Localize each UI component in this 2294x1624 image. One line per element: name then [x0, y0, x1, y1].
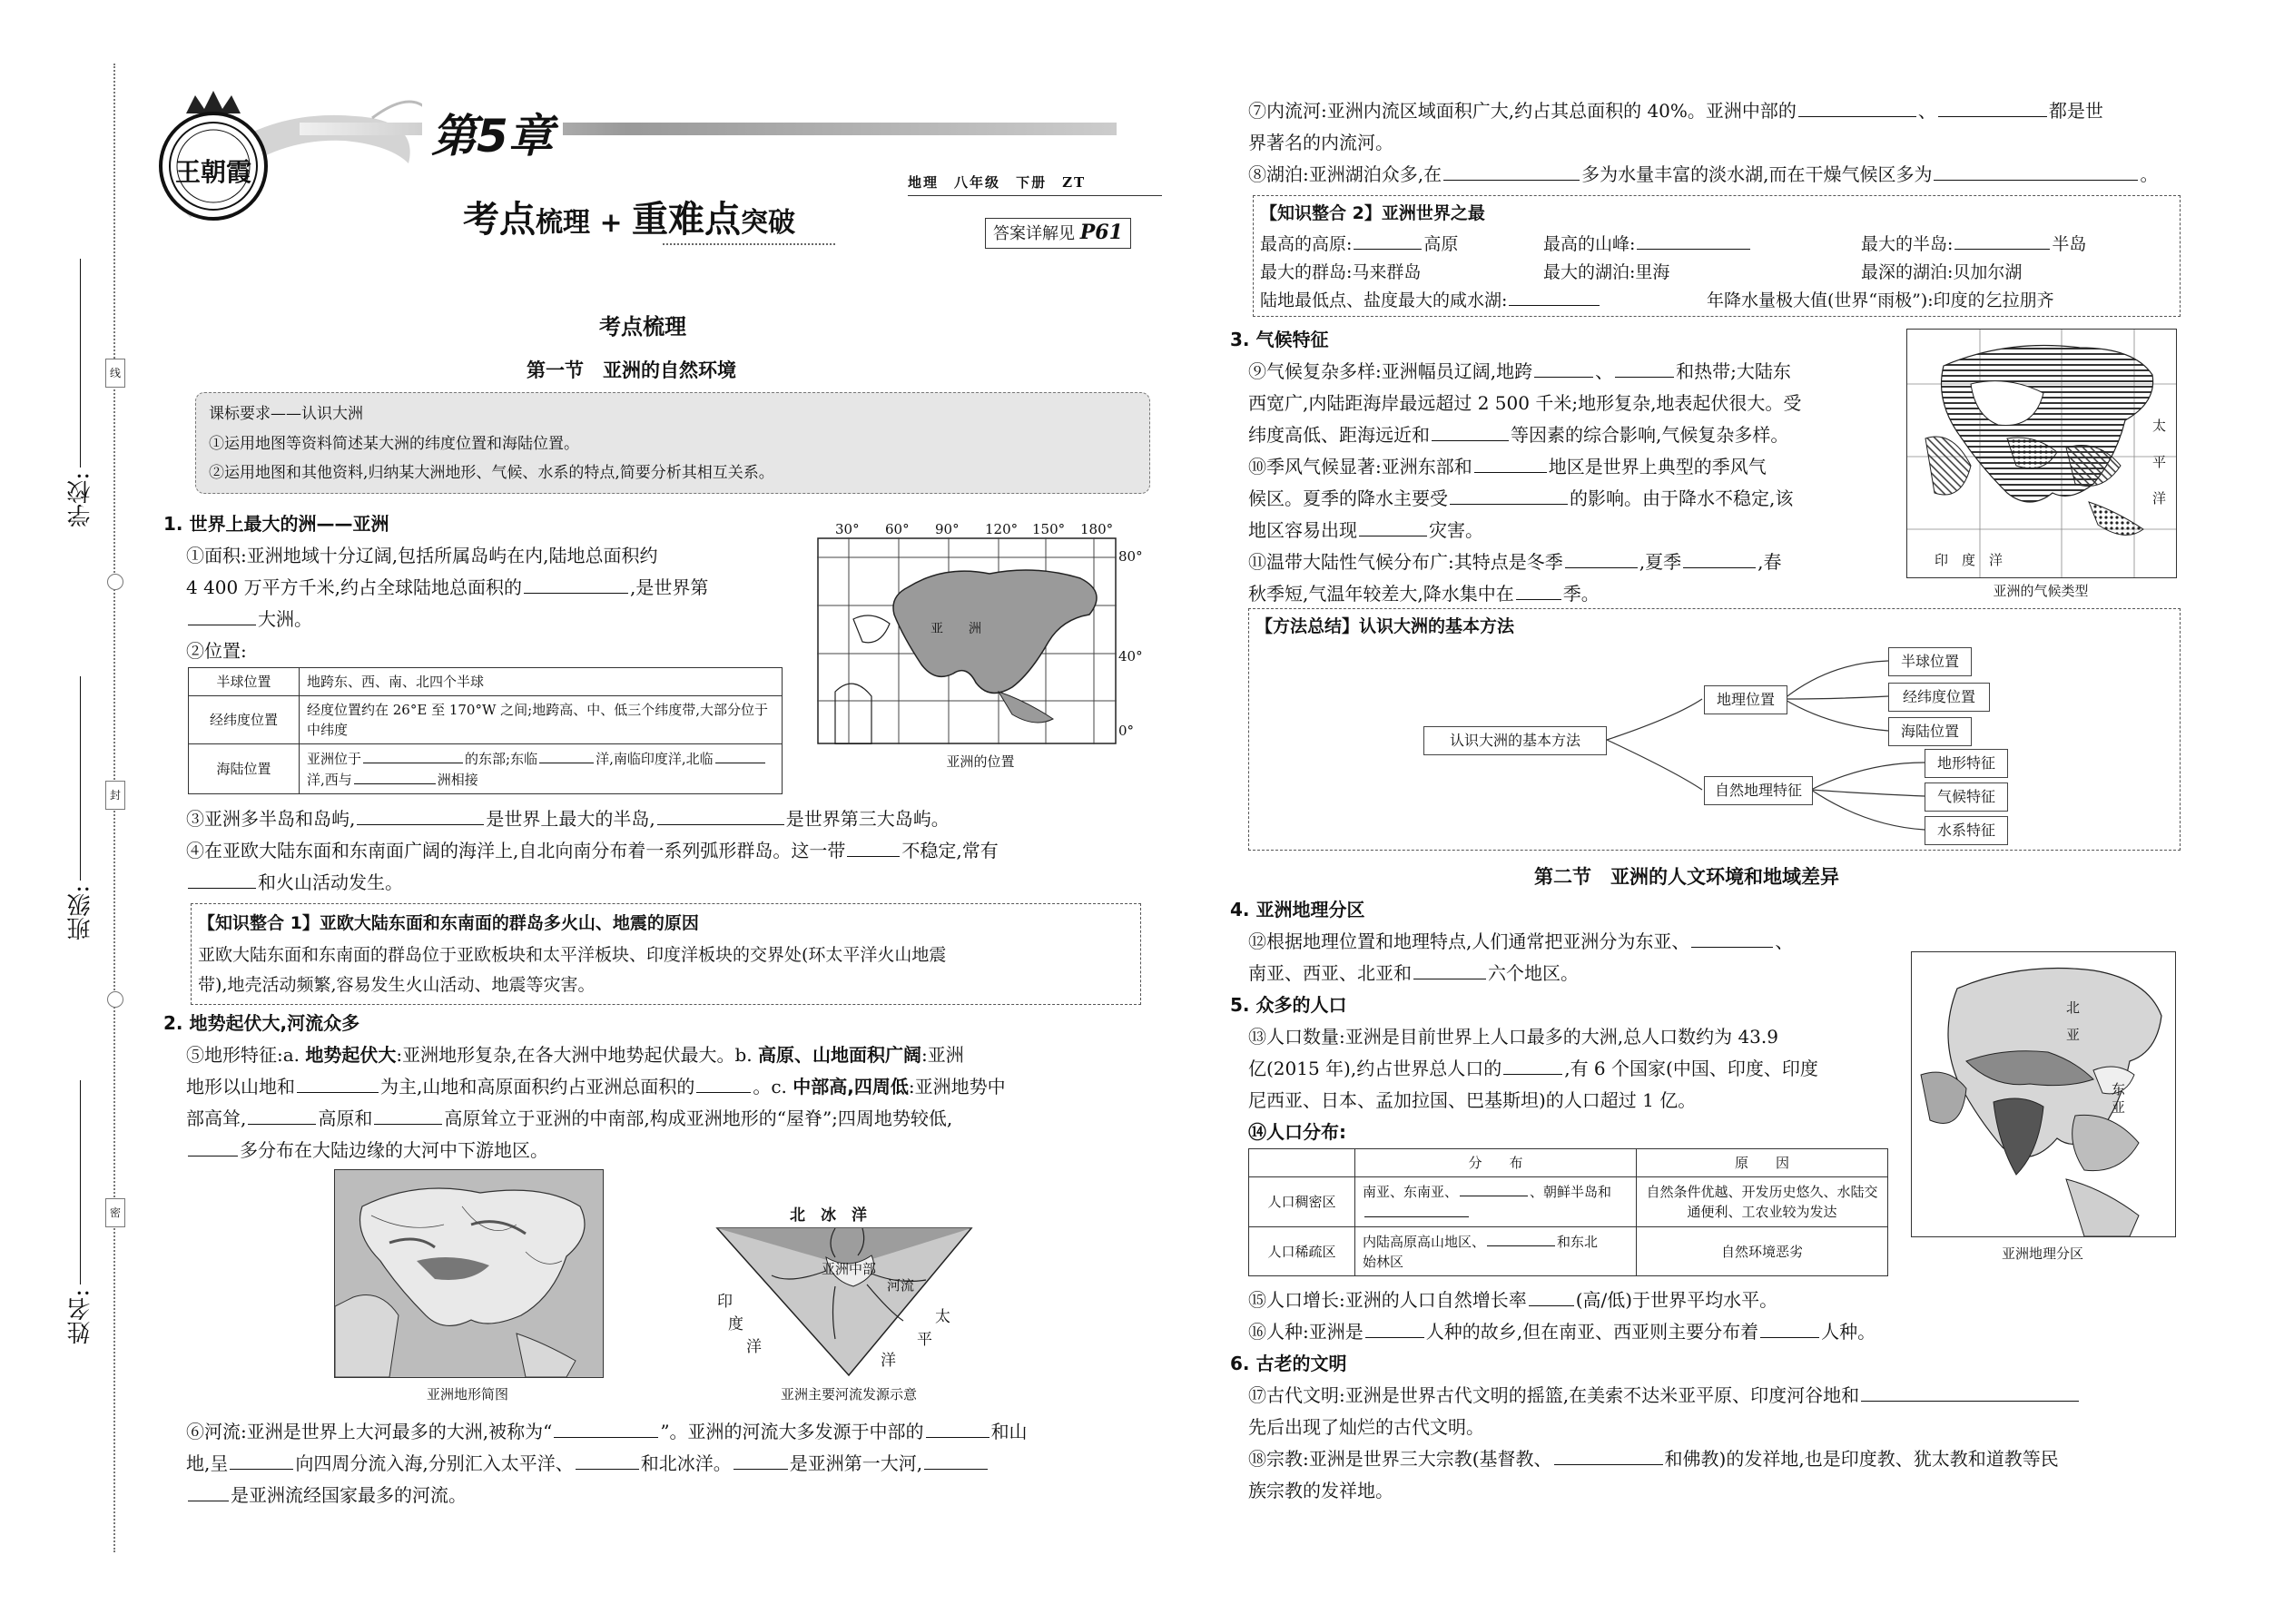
chapter-number: 第5章 [422, 100, 563, 165]
binding-hole-icon [107, 991, 123, 1008]
paragraph: ③亚洲多半岛和岛屿, 是世界上最大的半岛, 是世界第三大岛屿。 [186, 803, 950, 835]
knowledge-box-text: 最高的高原: 高原 [1260, 234, 1459, 254]
figure-caption: 亚洲的气候类型 [1993, 583, 2089, 599]
blank-field[interactable] [554, 1417, 658, 1438]
figure-caption: 亚洲地理分区 [2001, 1245, 2083, 1262]
blank-field[interactable] [1359, 516, 1427, 536]
blank-field[interactable] [1516, 579, 1561, 600]
blank-field[interactable] [1798, 96, 1916, 117]
topic-heading: 4. 亚洲地理分区 [1230, 899, 1365, 920]
knowledge-box-text: 最大的群岛:马来群岛 [1260, 262, 1422, 282]
method-leaf-node: 气候特征 [1925, 782, 2008, 812]
paragraph: 纬度高低、距海远近和 等因素的综合影响,气候复杂多样。 [1248, 419, 1788, 451]
blank-field[interactable] [188, 1481, 229, 1501]
blank-field[interactable] [188, 868, 256, 889]
paragraph: 和火山活动发生。 [186, 867, 403, 899]
blank-field[interactable] [576, 1449, 639, 1470]
blank-field[interactable] [1365, 1317, 1424, 1338]
method-leaf-node: 地形特征 [1925, 749, 2008, 778]
blank-field[interactable] [1534, 357, 1593, 378]
cut-mark-secret: 密 [105, 1198, 125, 1227]
figure-caption: 亚洲的位置 [946, 753, 1015, 770]
paragraph: 大洲。 [186, 604, 312, 635]
asia-terrain-map-graphic [335, 1170, 603, 1377]
paragraph: 尼西亚、日本、孟加拉国、巴基斯坦)的人口超过 1 亿。 [1248, 1089, 1697, 1111]
cut-mark-seal: 封 [105, 781, 125, 810]
blank-field[interactable] [1460, 1181, 1528, 1196]
section-heading: 第一节 亚洲的自然环境 [527, 359, 736, 381]
paragraph: 地区容易出现 灾害。 [1248, 515, 1483, 546]
knowledge-box-text: 最大的半岛: 半岛 [1861, 234, 2087, 254]
knowledge-box-text: 最高的山峰: [1543, 229, 1752, 261]
subtitle-dots [663, 243, 835, 245]
paragraph: ⑪温带大陆性气候分布广:其特点是冬季 ,夏季 ,春 [1248, 546, 1781, 578]
method-leaf-node: 经纬度位置 [1888, 683, 1990, 712]
blank-field[interactable] [357, 804, 484, 825]
asia-position-map: 30° 60° 90° 120° 150° 180° 80° 40° 0° 亚 洲 亚洲的位置 [817, 519, 1144, 772]
blank-field[interactable] [1432, 420, 1509, 441]
method-leaf-node: 水系特征 [1925, 816, 2008, 845]
paragraph: 界著名的内流河。 [1248, 132, 1393, 153]
blank-field[interactable] [1554, 1444, 1663, 1465]
method-tree-connectors [1248, 608, 2179, 849]
paragraph: ④在亚欧大陆东面和东南面广阔的海洋上,自北向南分布着一系列弧形群岛。这一带 不稳定,常有 [186, 835, 999, 867]
section-title: 考点梳理 [599, 314, 686, 340]
blank-field[interactable] [1487, 1231, 1555, 1246]
figure-caption: 亚洲主要河流发源示意 [780, 1386, 917, 1403]
table-row: 分 布 原 因 [1249, 1149, 1888, 1177]
grade-tags: 地理 八年级 下册 ZT [908, 174, 1087, 191]
paragraph: 族宗教的发祥地。 [1248, 1480, 1393, 1501]
school-label: 学校: [67, 472, 94, 527]
paragraph: ⑧湖泊:亚洲湖泊众多,在 多为水量丰富的淡水湖,而在干燥气候区多为 。 [1248, 159, 2158, 191]
paragraph: 4 400 万平方千米,约占全球陆地总面积的 ,是世界第 [186, 572, 708, 604]
method-branch-node: 地理位置 [1704, 685, 1787, 714]
blank-field[interactable] [374, 1104, 442, 1125]
blank-field[interactable] [248, 1104, 316, 1125]
topic-heading: 2. 地势起伏大,河流众多 [163, 1012, 360, 1034]
paragraph: 候区。夏季的降水主要受 的影响。由于降水不稳定,该 [1248, 483, 1793, 515]
blank-field[interactable] [924, 1449, 988, 1470]
paragraph: ⑱宗教:亚洲是世界三大宗教(基督教、 和佛教)的发祥地,也是印度教、犹太教和道教等民 [1248, 1443, 2059, 1475]
blank-field[interactable] [696, 1072, 751, 1093]
paragraph: 西宽广,内陆距海岸最远超过 2 500 千米;地形复杂,地表起伏很大。受 [1248, 392, 1802, 414]
blank-field[interactable] [1934, 160, 2138, 181]
blank-field[interactable] [539, 748, 594, 763]
topic-heading: 6. 古老的文明 [1230, 1353, 1347, 1374]
class-label: 班级: [67, 885, 94, 940]
blank-field[interactable] [1364, 1202, 1469, 1217]
population-table [1248, 1148, 1888, 1276]
blank-field[interactable] [354, 769, 436, 784]
blank-field[interactable] [230, 1449, 293, 1470]
knowledge-box-text: 带),地壳活动频繁,容易发生火山活动、地震等灾害。 [198, 975, 596, 995]
blank-field[interactable] [1474, 452, 1547, 473]
curriculum-item: ②运用地图和其他资料,归纳某大洲地形、气候、水系的特点,简要分析其相互关系。 [209, 464, 774, 482]
curriculum-title: 课标要求——认识大洲 [209, 405, 363, 423]
blank-field[interactable] [1615, 357, 1674, 378]
paragraph: 是亚洲流经国家最多的河流。 [186, 1480, 467, 1511]
table-row: 经纬度位置 经度位置约在 26°E 至 170°W 之间;地跨高、中、低三个纬度带,大部分位于中纬度 [189, 696, 783, 744]
blank-field[interactable] [297, 1072, 379, 1093]
method-branch-node: 自然地理特征 [1704, 776, 1813, 805]
knowledge-box-text: 陆地最低点、盐度最大的咸水湖: [1260, 285, 1601, 317]
asia-position-map-graphic [817, 537, 1117, 744]
river-origin-diagram-graphic [699, 1203, 980, 1384]
section-heading: 第二节 亚洲的人文环境和地域差异 [1534, 866, 1839, 888]
position-table [188, 667, 783, 794]
method-root-node: 认识大洲的基本方法 [1423, 726, 1607, 755]
blank-field[interactable] [1565, 547, 1638, 568]
topic-heading: 5. 众多的人口 [1230, 994, 1347, 1016]
knowledge-box-text: 年降水量极大值(世界“雨极”):印度的乞拉朋齐 [1707, 290, 2054, 310]
blank-field[interactable] [657, 804, 784, 825]
paragraph: 南亚、西亚、北亚和 六个地区。 [1248, 958, 1579, 989]
asia-climate-map-graphic [1907, 330, 2176, 577]
blank-field[interactable] [733, 1449, 788, 1470]
paragraph: 部高耸, 高原和 高原耸立于亚洲的中南部,构成亚洲地形的“屋脊”;四周地势较低, [186, 1103, 952, 1135]
school-underline[interactable] [80, 259, 81, 468]
asia-climate-map: 太 平 洋 印 度 洋 [1906, 329, 2177, 578]
figure-caption: 亚洲地形简图 [426, 1386, 508, 1403]
name-label: 姓名: [67, 1289, 94, 1344]
river-origin-diagram: 北 冰 洋 亚洲中部 河流 印 度 洋 太 平 洋 [699, 1203, 980, 1384]
paragraph: 秋季短,气温年较差大,降水集中在 季。 [1248, 578, 1600, 610]
method-leaf-node: 海陆位置 [1888, 717, 1972, 746]
topic-heading: ⑭人口分布: [1248, 1121, 1346, 1143]
blank-field[interactable] [1760, 1317, 1819, 1338]
curriculum-item: ①运用地图等资料简述某大洲的纬度位置和海陆位置。 [209, 435, 579, 453]
blank-field[interactable] [524, 573, 628, 594]
blank-field[interactable] [1691, 927, 1773, 948]
paragraph: ⑯人种:亚洲是 人种的故乡,但在南亚、西亚则主要分布着 人种。 [1248, 1316, 1876, 1348]
knowledge-box-title: 【知识整合 2】亚洲世界之最 [1260, 203, 1485, 223]
blank-field[interactable] [363, 748, 463, 763]
table-row: 人口稀疏区 内陆高原高山地区、 和东北 始林区 自然环境恶劣 [1249, 1227, 1888, 1276]
answer-ref[interactable]: 答案详解见 P61 [985, 218, 1131, 249]
paragraph: ⑬人口数量:亚洲是目前世界上人口最多的大洲,总人口数约为 43.9 [1248, 1026, 1778, 1048]
blank-field[interactable] [1509, 289, 1600, 306]
asia-terrain-map [334, 1169, 604, 1378]
class-underline[interactable] [80, 676, 81, 881]
paragraph: ⑰古代文明:亚洲是世界古代文明的摇篮,在美索不达米亚平原、印度河谷地和 [1248, 1380, 2081, 1412]
paragraph: ⑦内流河:亚洲内流区域面积广大,约占其总面积的 40%。亚洲中部的 、 都是世 [1248, 95, 2103, 127]
paragraph: 多分布在大陆边缘的大河中下游地区。 [186, 1135, 548, 1166]
topic-heading: 1. 世界上最大的洲——亚洲 [163, 513, 389, 535]
method-summary-title: 【方法总结】认识大洲的基本方法 [1255, 616, 1515, 636]
paragraph: ⑥河流:亚洲是世界上大河最多的大洲,被称为“ ”。亚洲的河流大多发源于中部的 和山 [186, 1416, 1028, 1448]
blank-field[interactable] [715, 748, 765, 763]
knowledge-box-title: 【知识整合 1】亚欧大陆东面和东南面的群岛多火山、地震的原因 [198, 913, 699, 933]
knowledge-box-text: 最深的湖泊:贝加尔湖 [1861, 262, 2023, 282]
blank-field[interactable] [188, 605, 256, 625]
paragraph: ⑫根据地理位置和地理特点,人们通常把亚洲分为东亚、 、 [1248, 926, 1793, 958]
name-underline[interactable] [80, 1080, 81, 1284]
topic-heading: 3. 气候特征 [1230, 329, 1329, 350]
paragraph: ⑩季风气候显著:亚洲东部和 地区是世界上典型的季风气 [1248, 451, 1767, 483]
blank-field[interactable] [1861, 1381, 2079, 1402]
knowledge-box-text: 亚欧大陆东面和东南面的群岛位于亚欧板块和太平洋板块、印度洋板块的交界处(环太平洋火山地震 [198, 945, 947, 965]
table-row: 海陆位置 亚洲位于 的东部;东临 洋,南临印度洋,北临洋,西与 洲相接 [189, 744, 783, 794]
table-row: 半球位置 地跨东、西、南、北四个半球 [189, 668, 783, 696]
chapter-subtitle: 考点梳理 + 重难点突破 [463, 198, 796, 241]
paragraph: ②位置: [186, 640, 247, 662]
method-leaf-node: 半球位置 [1888, 647, 1972, 676]
blank-field[interactable] [188, 1136, 238, 1156]
asia-region-map: 北 亚 东 亚 [1911, 951, 2176, 1237]
cut-mark-line: 线 [105, 359, 125, 388]
paragraph: ⑨气候复杂多样:亚洲幅员辽阔,地跨 、 和热带;大陆东 [1248, 356, 1791, 388]
blank-field[interactable] [1413, 959, 1486, 979]
binding-hole-icon [107, 574, 123, 590]
table-row: 人口稠密区 南亚、东南亚、 、朝鲜半岛和 自然条件优越、开发历史悠久、水陆交通便利、工农业较为发达 [1249, 1177, 1888, 1227]
paragraph: 地形以山地和 为主,山地和高原面积约占亚洲总面积的 。c. 中部高,四周低:亚洲地势中 [186, 1071, 1006, 1103]
blank-field[interactable] [1503, 1054, 1562, 1075]
blank-field[interactable] [1354, 232, 1422, 250]
paragraph: ⑤地形特征:a. 地势起伏大:亚洲地形复杂,在各大洲中地势起伏最大。b. 高原、山地面积广阔:亚洲 [186, 1044, 964, 1066]
asia-region-map-graphic [1912, 952, 2175, 1236]
paragraph: 地,呈 向四周分流入海,分别汇入太平洋、 和北冰洋。 是亚洲第一大河, [186, 1448, 989, 1480]
blank-field[interactable] [1683, 547, 1756, 568]
blank-field[interactable] [847, 836, 900, 857]
paragraph: 亿(2015 年),约占世界总人口的 ,有 6 个国家(中国、印度、印度 [1248, 1053, 1818, 1085]
blank-field[interactable] [926, 1417, 989, 1438]
knowledge-box-text: 最大的湖泊:里海 [1543, 262, 1670, 282]
paragraph: 先后出现了灿烂的古代文明。 [1248, 1416, 1484, 1438]
paragraph: ①面积:亚洲地域十分辽阔,包括所属岛屿在内,陆地总面积约 [186, 545, 658, 566]
blank-field[interactable] [1637, 232, 1750, 250]
logo-text: 王朝霞 [174, 157, 251, 187]
grade-underline [908, 195, 1162, 196]
blank-field[interactable] [1529, 1285, 1574, 1306]
blank-field[interactable] [1954, 232, 2050, 250]
blank-field[interactable] [1450, 484, 1568, 505]
paragraph: ⑮人口增长:亚洲的人口自然增长率 (高/低)于世界平均水平。 [1248, 1284, 1777, 1316]
blank-field[interactable] [1443, 160, 1580, 181]
blank-field[interactable] [1938, 96, 2047, 117]
